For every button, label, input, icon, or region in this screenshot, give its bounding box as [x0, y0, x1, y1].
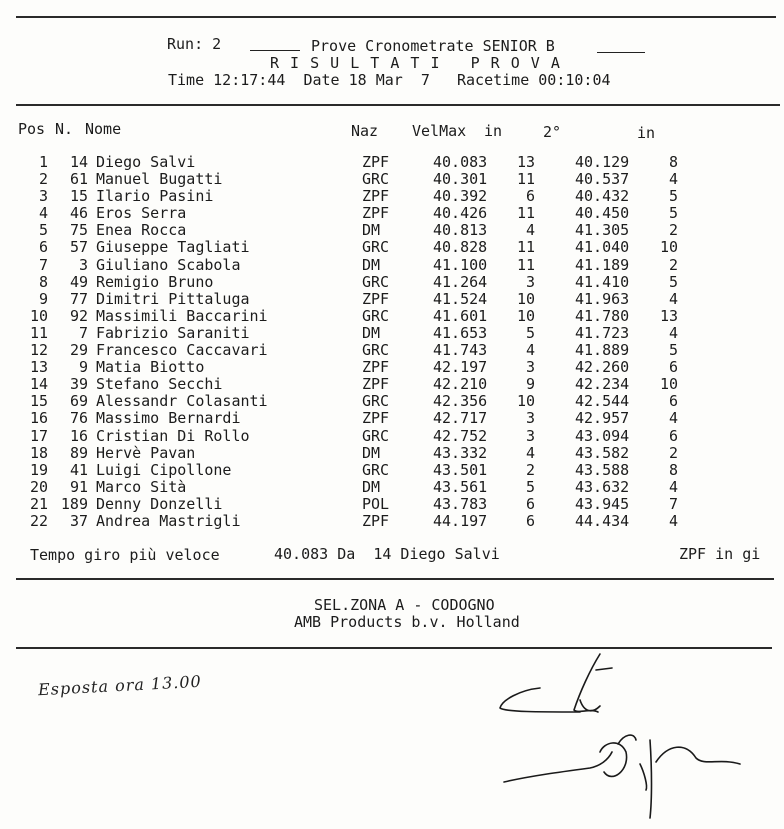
cell-num: 39: [69, 375, 88, 394]
cell-v2: 40.450: [575, 204, 630, 223]
cell-v2: 42.957: [575, 409, 630, 428]
cell-num: 76: [69, 409, 88, 428]
cell-l2: 6: [668, 426, 678, 445]
cell-l1: 6: [525, 494, 535, 513]
cell-naz: ZPF: [362, 153, 390, 171]
footer-line-2: AMB Products b.v. Holland: [294, 613, 520, 631]
cell-v2: 43.632: [575, 477, 630, 496]
cell-num: 92: [69, 306, 88, 325]
cell-pos: 3: [38, 187, 48, 206]
cell-pos: 14: [29, 375, 48, 394]
footer-rule-bottom: [16, 647, 772, 649]
table-row: [0, 496, 784, 513]
run-label: Run: 2: [167, 35, 222, 53]
cell-pos: 20: [29, 477, 48, 496]
cell-v1: 43.561: [433, 477, 488, 496]
cell-name: Massimili Baccarini: [96, 306, 268, 325]
table-row: [0, 445, 784, 462]
footer-line-1: SEL.ZONA A - CODOGNO: [314, 596, 495, 614]
cell-v1: 44.197: [433, 511, 488, 530]
footer-rule-top: [16, 578, 774, 580]
cell-l2: 10: [659, 375, 678, 394]
cell-v1: 43.501: [433, 460, 488, 479]
time-date-line: Time 12:17:44 Date 18 Mar 7 Racetime 00:10:04: [168, 71, 611, 89]
cell-num: 9: [78, 358, 88, 377]
cell-naz: ZPF: [362, 409, 390, 428]
table-row: [0, 513, 784, 530]
cell-pos: 5: [38, 221, 48, 240]
cell-num: 49: [69, 272, 88, 291]
cell-v2: 41.963: [575, 289, 630, 308]
cell-num: 189: [60, 494, 88, 513]
cell-name: Matia Biotto: [96, 358, 205, 377]
cell-v1: 40.828: [433, 238, 488, 257]
cell-name: Remigio Bruno: [96, 272, 214, 291]
cell-l2: 5: [668, 341, 678, 360]
cell-v1: 42.752: [433, 426, 488, 445]
cell-pos: 12: [29, 341, 48, 360]
cell-l2: 4: [668, 170, 678, 189]
cell-name: Hervè Pavan: [96, 443, 196, 462]
cell-l1: 3: [525, 409, 535, 428]
table-row: [0, 325, 784, 342]
cell-v1: 41.601: [433, 306, 488, 325]
cell-v2: 41.189: [575, 255, 630, 274]
cell-name: Francesco Caccavari: [96, 341, 268, 360]
cell-v2: 40.537: [575, 170, 630, 189]
top-rule: [16, 16, 776, 18]
cell-v1: 41.524: [433, 289, 488, 308]
cell-l1: 5: [525, 477, 535, 496]
cell-v1: 40.426: [433, 204, 488, 223]
cell-v2: 42.544: [575, 392, 630, 411]
cell-pos: 11: [29, 323, 48, 342]
cell-l1: 11: [516, 255, 535, 274]
cell-l1: 6: [525, 187, 535, 206]
cell-v2: 41.305: [575, 221, 630, 240]
cell-l1: 10: [516, 289, 535, 308]
cell-naz: GRC: [362, 272, 390, 291]
cell-naz: ZPF: [362, 187, 390, 206]
cell-naz: GRC: [362, 460, 390, 479]
fastest-lap-label: Tempo giro più veloce: [30, 546, 220, 564]
table-row: [0, 308, 784, 325]
cell-l2: 6: [668, 358, 678, 377]
table-row: [0, 171, 784, 188]
cell-name: Manuel Bugatti: [96, 170, 223, 189]
cell-l1: 11: [516, 238, 535, 257]
cell-name: Marco Sità: [96, 477, 187, 496]
col-name: Nome: [85, 120, 122, 138]
cell-name: Massimo Bernardi: [96, 409, 241, 428]
cell-name: Cristian Di Rollo: [96, 426, 250, 445]
cell-num: 14: [69, 153, 88, 171]
cell-pos: 10: [29, 306, 48, 325]
header-rule: [16, 104, 780, 106]
results-table: [0, 154, 784, 530]
cell-name: Dimitri Pittaluga: [96, 289, 250, 308]
cell-naz: GRC: [362, 392, 390, 411]
col-naz: Naz: [351, 122, 379, 140]
cell-num: 29: [69, 341, 88, 360]
cell-l1: 9: [525, 375, 535, 394]
cell-l1: 4: [525, 341, 535, 360]
cell-name: Luigi Cipollone: [96, 460, 232, 479]
cell-name: Enea Rocca: [96, 221, 187, 240]
fastest-lap-detail: 40.083 Da 14 Diego Salvi: [274, 545, 500, 563]
table-row: [0, 359, 784, 376]
cell-name: Stefano Secchi: [96, 375, 223, 394]
table-row: [0, 376, 784, 393]
cell-pos: 15: [29, 392, 48, 411]
cell-num: 46: [69, 204, 88, 223]
cell-num: 91: [69, 477, 88, 496]
cell-naz: GRC: [362, 238, 390, 257]
cell-v2: 41.410: [575, 272, 630, 291]
cell-naz: DM: [362, 477, 381, 496]
cell-naz: ZPF: [362, 204, 390, 223]
cell-pos: 1: [38, 153, 48, 171]
cell-pos: 9: [38, 289, 48, 308]
cell-v1: 41.743: [433, 341, 488, 360]
col-pos: Pos: [18, 120, 46, 138]
cell-num: 15: [69, 187, 88, 206]
cell-num: 77: [69, 289, 88, 308]
cell-l2: 4: [668, 289, 678, 308]
cell-v2: 43.094: [575, 426, 630, 445]
cell-naz: ZPF: [362, 375, 390, 394]
cell-v1: 43.332: [433, 443, 488, 462]
cell-naz: DM: [362, 323, 381, 342]
cell-name: Eros Serra: [96, 204, 187, 223]
cell-l2: 4: [668, 323, 678, 342]
cell-v2: 43.588: [575, 460, 630, 479]
cell-v1: 42.210: [433, 375, 488, 394]
col-velmax: VelMax: [412, 122, 467, 140]
cell-num: 57: [69, 238, 88, 257]
cell-name: Diego Salvi: [96, 153, 196, 171]
cell-v2: 41.780: [575, 306, 630, 325]
handwritten-note: Esposta ora 13.00: [37, 671, 203, 700]
title-blank-left: [250, 50, 300, 51]
cell-name: Denny Donzelli: [96, 494, 223, 513]
cell-l1: 13: [516, 153, 535, 171]
cell-num: 61: [69, 170, 88, 189]
cell-naz: ZPF: [362, 511, 390, 530]
cell-l2: 7: [668, 494, 678, 513]
cell-v1: 41.653: [433, 323, 488, 342]
cell-pos: 13: [29, 358, 48, 377]
table-row: [0, 342, 784, 359]
cell-v2: 40.432: [575, 187, 630, 206]
cell-v2: 43.945: [575, 494, 630, 513]
col-second: 2°: [543, 123, 562, 141]
table-row: [0, 222, 784, 239]
table-row: [0, 462, 784, 479]
table-row: [0, 393, 784, 410]
cell-v2: 41.889: [575, 341, 630, 360]
cell-pos: 22: [29, 511, 48, 530]
cell-name: Giuseppe Tagliati: [96, 238, 250, 257]
cell-l2: 5: [668, 187, 678, 206]
col-num: N.: [55, 120, 74, 138]
cell-l1: 3: [525, 272, 535, 291]
cell-v1: 41.100: [433, 255, 488, 274]
cell-naz: GRC: [362, 341, 390, 360]
cell-v2: 44.434: [575, 511, 630, 530]
cell-l2: 8: [668, 460, 678, 479]
cell-v1: 40.301: [433, 170, 488, 189]
cell-l2: 6: [668, 392, 678, 411]
cell-v1: 42.356: [433, 392, 488, 411]
cell-pos: 7: [38, 255, 48, 274]
cell-pos: 18: [29, 443, 48, 462]
table-row: [0, 428, 784, 445]
cell-naz: DM: [362, 221, 381, 240]
cell-naz: POL: [362, 494, 390, 513]
cell-name: Fabrizio Saraniti: [96, 323, 250, 342]
cell-l2: 5: [668, 204, 678, 223]
cell-pos: 8: [38, 272, 48, 291]
cell-l1: 4: [525, 221, 535, 240]
table-row: [0, 188, 784, 205]
cell-l2: 2: [668, 221, 678, 240]
cell-v1: 42.717: [433, 409, 488, 428]
cell-num: 16: [69, 426, 88, 445]
cell-l1: 3: [525, 426, 535, 445]
cell-name: Giuliano Scabola: [96, 255, 241, 274]
cell-l2: 4: [668, 477, 678, 496]
cell-l2: 4: [668, 511, 678, 530]
cell-pos: 21: [29, 494, 48, 513]
table-row: [0, 479, 784, 496]
cell-l2: 10: [659, 238, 678, 257]
results-heading: R I S U L T A T I P R O V A: [270, 54, 561, 72]
fastest-lap-tail: ZPF in gi: [679, 545, 761, 563]
cell-num: 37: [69, 511, 88, 530]
cell-l1: 2: [525, 460, 535, 479]
cell-v1: 42.197: [433, 358, 488, 377]
cell-l1: 6: [525, 511, 535, 530]
table-row: [0, 257, 784, 274]
table-row: [0, 205, 784, 222]
cell-name: Ilario Pasini: [96, 187, 214, 206]
col-in-2: in: [637, 124, 656, 142]
cell-l2: 13: [659, 306, 678, 325]
cell-l1: 11: [516, 204, 535, 223]
title-blank-right: [597, 52, 645, 53]
cell-l2: 5: [668, 272, 678, 291]
cell-naz: GRC: [362, 426, 390, 445]
cell-name: Alessandr Colasanti: [96, 392, 268, 411]
cell-pos: 17: [29, 426, 48, 445]
cell-v1: 41.264: [433, 272, 488, 291]
cell-num: 7: [78, 323, 88, 342]
table-row: [0, 274, 784, 291]
cell-v1: 40.392: [433, 187, 488, 206]
cell-l1: 10: [516, 306, 535, 325]
table-row: [0, 410, 784, 427]
cell-l1: 11: [516, 170, 535, 189]
cell-num: 41: [69, 460, 88, 479]
cell-v2: 42.234: [575, 375, 630, 394]
cell-num: 3: [78, 255, 88, 274]
cell-name: Andrea Mastrigli: [96, 511, 241, 530]
cell-naz: DM: [362, 255, 381, 274]
cell-pos: 2: [38, 170, 48, 189]
cell-l2: 2: [668, 255, 678, 274]
cell-naz: GRC: [362, 306, 390, 325]
cell-l1: 4: [525, 443, 535, 462]
cell-v2: 41.723: [575, 323, 630, 342]
cell-v1: 40.813: [433, 221, 488, 240]
cell-l2: 4: [668, 409, 678, 428]
cell-num: 69: [69, 392, 88, 411]
cell-v2: 41.040: [575, 238, 630, 257]
cell-v1: 40.083: [433, 153, 488, 171]
cell-num: 75: [69, 221, 88, 240]
cell-naz: ZPF: [362, 358, 390, 377]
table-row: [0, 154, 784, 171]
cell-pos: 6: [38, 238, 48, 257]
cell-v2: 43.582: [575, 443, 630, 462]
cell-v1: 43.783: [433, 494, 488, 513]
cell-v2: 40.129: [575, 153, 630, 171]
cell-v2: 42.260: [575, 358, 630, 377]
cell-l1: 3: [525, 358, 535, 377]
cell-l1: 5: [525, 323, 535, 342]
event-title: Prove Cronometrate SENIOR B: [311, 37, 555, 55]
cell-naz: GRC: [362, 170, 390, 189]
cell-pos: 4: [38, 204, 48, 223]
cell-pos: 16: [29, 409, 48, 428]
col-in-1: in: [484, 122, 503, 140]
cell-l2: 8: [668, 153, 678, 171]
cell-l2: 2: [668, 443, 678, 462]
cell-naz: DM: [362, 443, 381, 462]
cell-naz: ZPF: [362, 289, 390, 308]
table-row: [0, 291, 784, 308]
cell-num: 89: [69, 443, 88, 462]
cell-l1: 10: [516, 392, 535, 411]
table-row: [0, 239, 784, 256]
cell-pos: 19: [29, 460, 48, 479]
